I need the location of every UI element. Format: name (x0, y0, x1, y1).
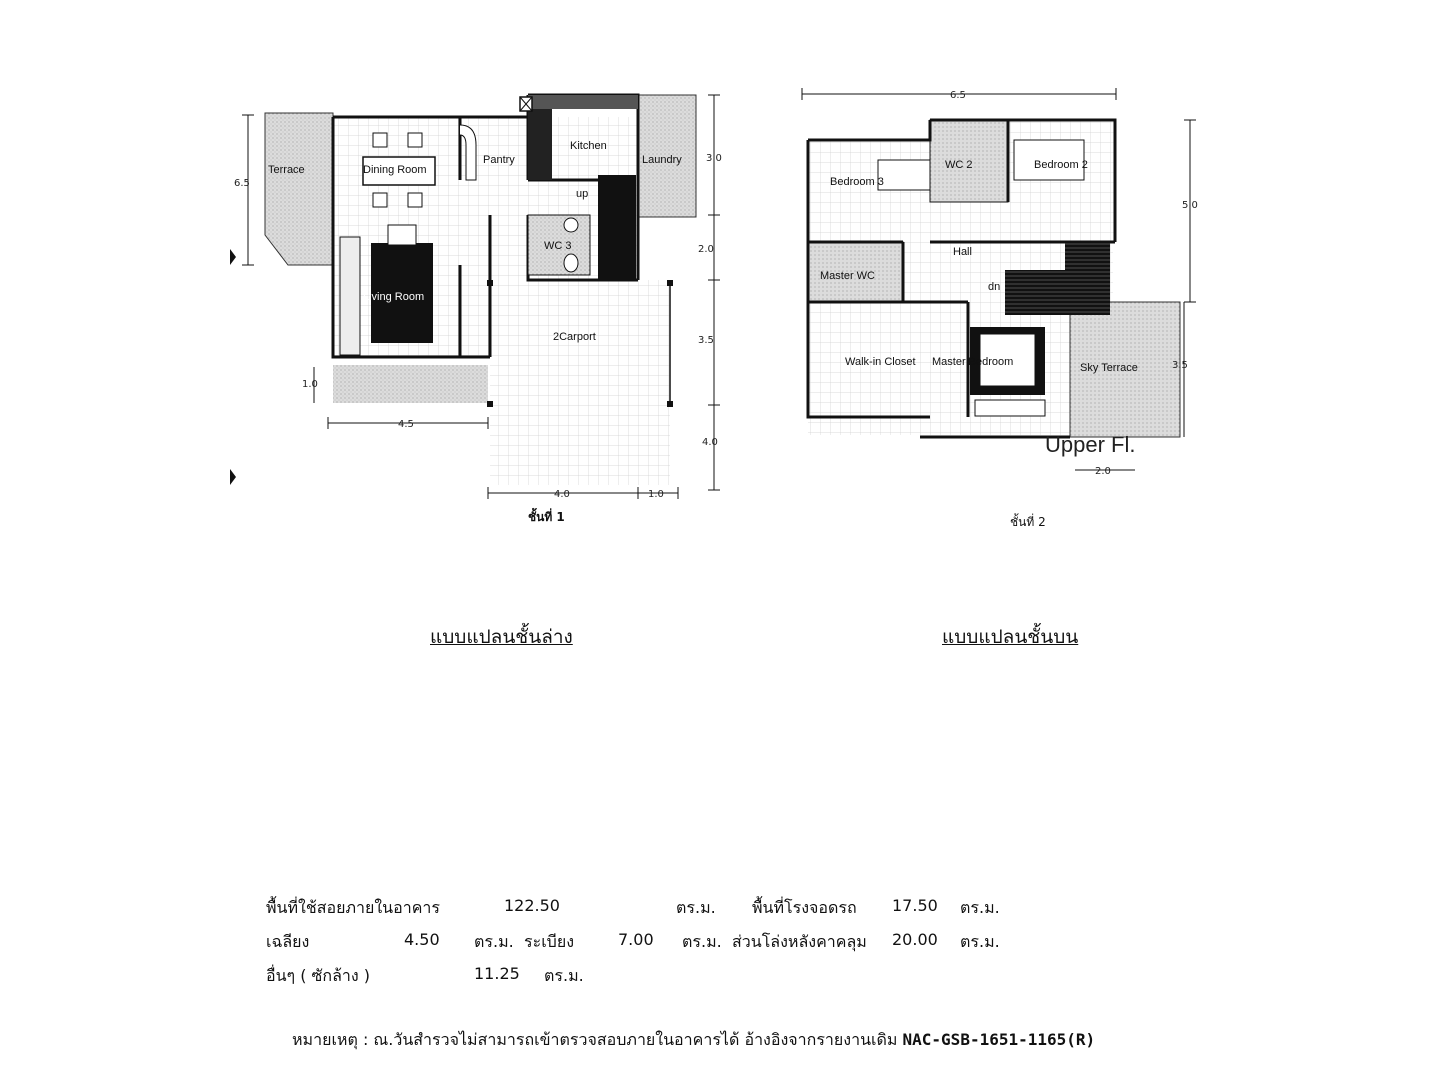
area-label-porch: เฉลียง (266, 932, 310, 951)
room-label-pantry: Pantry (483, 154, 515, 166)
room-label-laundry: Laundry (642, 154, 682, 166)
dim-top-width: 6.5 (950, 90, 966, 101)
dim-right-mid: 2.0 (698, 244, 714, 255)
room-label-living: Living Room (363, 291, 425, 303)
room-label-master-wc: Master WC (820, 270, 875, 282)
area-value-interior: 122.50 (504, 896, 560, 915)
area-unit-interior: ตร.ม. (676, 898, 716, 917)
room-label-bedroom3: Bedroom 3 (830, 176, 884, 188)
room-label-walkin: Walk-in Closet (845, 356, 916, 368)
area-value-covered-open: 20.00 (892, 930, 938, 949)
room-label-carport: 2Carport (553, 331, 596, 343)
dim-right-upper: 5.0 (1182, 200, 1198, 211)
area-label-carport: พื้นที่โรงจอดรถ (752, 898, 857, 917)
upper-floor-drawing (790, 82, 1220, 542)
area-value-carport: 17.50 (892, 896, 938, 915)
dim-left-small: 1.0 (302, 379, 318, 390)
carport-apron (490, 405, 670, 485)
dim-right-bottom: 4.0 (702, 437, 718, 448)
terrace-area (265, 113, 333, 265)
sofa (340, 237, 360, 355)
staircase (598, 175, 636, 280)
label-dn: dn (988, 281, 1001, 293)
dim-right-low: 3.5 (698, 335, 714, 346)
room-label-sky-terrace: Sky Terrace (1080, 362, 1138, 374)
dim-bottom-extra: 1.0 (648, 489, 664, 500)
room-label-terrace: Terrace (268, 164, 305, 176)
upper-floor-plan (790, 82, 1220, 542)
caption-upper-plan: แบบแปลนชั้นบน (942, 626, 1079, 648)
room-label-dining: Dining Room (363, 164, 427, 176)
ground-floor-drawing (228, 85, 738, 535)
note-text: หมายเหตุ : ณ.วันสำรวจไม่สามารถเข้าตรวจสอบภายในอาคารได้ อ้างอิงจากรายงานเดิม (292, 1030, 898, 1049)
dim-bottom-carport: 4.0 (554, 489, 570, 500)
ground-floor-label: ชั้นที่ 1 (528, 510, 565, 524)
room-label-bedroom2: Bedroom 2 (1034, 159, 1088, 171)
dim-bottom-left: 4.5 (398, 419, 414, 430)
area-label-interior: พื้นที่ใช้สอยภายในอาคาร (266, 898, 440, 917)
dim-left-height: 6.5 (234, 178, 250, 189)
area-unit-porch: ตร.ม. (474, 932, 514, 951)
area-unit-carport: ตร.ม. (960, 898, 1000, 917)
area-label-balcony: ระเบียง (524, 932, 574, 951)
area-value-porch: 4.50 (404, 930, 440, 949)
area-value-other: 11.25 (474, 964, 520, 983)
area-unit-other: ตร.ม. (544, 966, 584, 985)
note-reference-code: NAC-GSB-1651-1165(R) (902, 1030, 1096, 1049)
bed-bedroom3 (878, 160, 930, 190)
area-label-other: อื่นๆ ( ซักล้าง ) (266, 966, 371, 985)
area-value-balcony: 7.00 (618, 930, 654, 949)
room-label-kitchen: Kitchen (570, 140, 607, 152)
ground-floor-plan (228, 85, 738, 535)
room-label-hall: Hall (953, 246, 972, 258)
area-label-covered-open: ส่วนโล่งหลังคาคลุม (732, 932, 867, 951)
room-label-wc3: WC 3 (544, 240, 572, 252)
caption-lower-plan: แบบแปลนชั้นล่าง (430, 626, 573, 648)
room-label-master-bedroom: Master Bedroom (932, 356, 1014, 368)
room-label-wc2: WC 2 (945, 159, 973, 171)
armchair (388, 225, 416, 245)
kitchen-top-counter (528, 95, 638, 109)
area-unit-balcony: ตร.ม. (682, 932, 722, 951)
area-unit-covered-open: ตร.ม. (960, 932, 1000, 951)
upper-floor-title: Upper Fl. (1045, 432, 1136, 457)
front-porch (333, 365, 488, 403)
label-up: up (576, 188, 589, 200)
dim-right-top: 3.0 (706, 153, 722, 164)
survey-note (292, 1028, 1095, 1053)
dim-right-lower: 3.5 (1172, 360, 1188, 371)
upper-floor-label: ชั้นที่ 2 (1010, 515, 1046, 529)
dim-bottom-small: 2.0 (1095, 466, 1111, 477)
